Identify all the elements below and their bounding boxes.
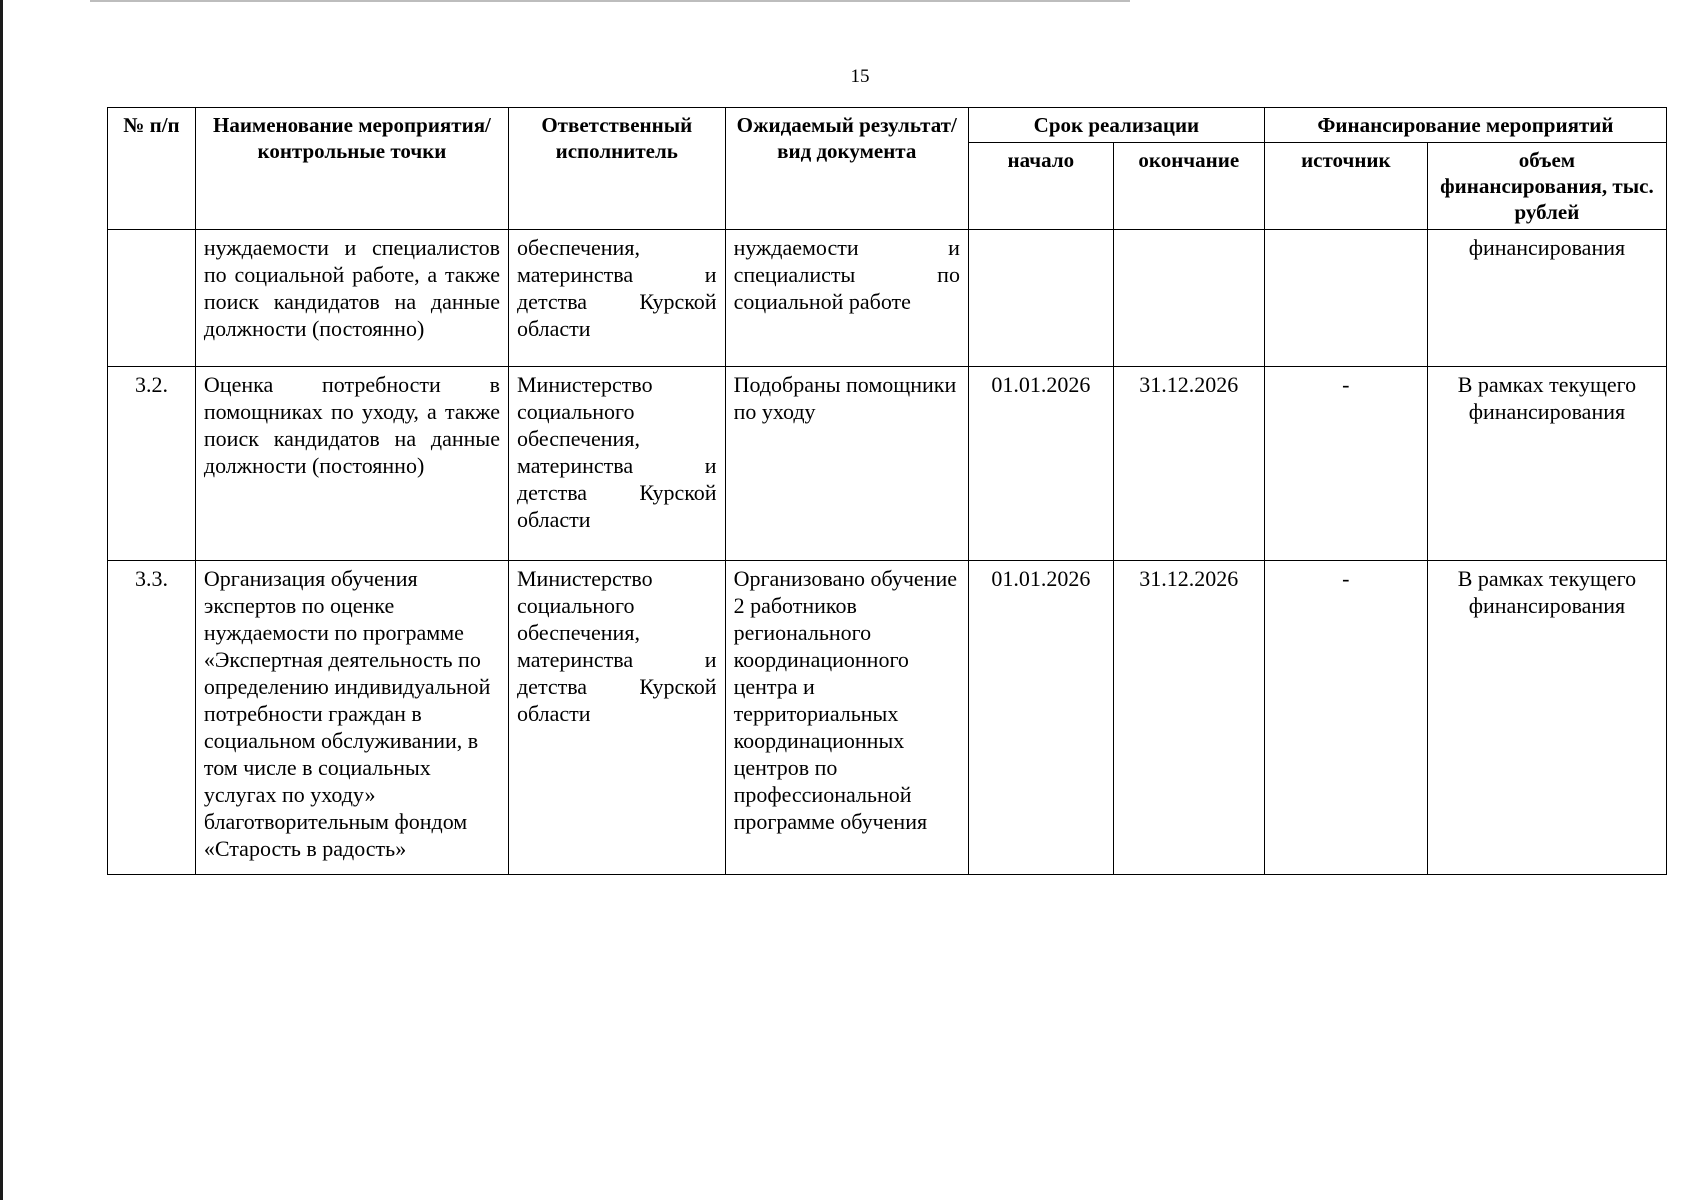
row-responsible: обеспечения, материнства и детства Курской области [508,230,725,367]
header-row-top [108,108,1667,143]
header-responsible: Ответственный исполнитель [508,108,725,230]
header-end: окончание [1113,143,1264,230]
row-num: 3.2. [108,367,196,561]
row-volume: В рамках текущего финансирования [1427,561,1666,875]
action-plan-table [107,107,1667,875]
row-start: 01.01.2026 [968,367,1113,561]
row-end: 31.12.2026 [1113,561,1264,875]
row-start: 01.01.2026 [968,561,1113,875]
row-num: 3.3. [108,561,196,875]
row-volume: В рамках текущего финансирования [1427,367,1666,561]
scan-edge-top [90,0,1130,2]
row-responsible: Министерство социального обеспечения, материнства и детства Курской области [508,561,725,875]
table-header [108,108,1667,230]
row-start [968,230,1113,367]
table-row [108,230,1667,367]
header-num: № п/п [108,108,196,230]
page-number: 15 [850,66,870,87]
row-result: Подобраны помощники по уходу [725,367,968,561]
scan-edge-left [0,0,3,1200]
table-row [108,561,1667,875]
table-body [108,230,1667,875]
row-source [1264,230,1427,367]
row-end: 31.12.2026 [1113,367,1264,561]
header-source: источник [1264,143,1427,230]
header-result: Ожидаемый результат/вид документа [725,108,968,230]
row-name: нуждаемости и специалистов по социальной работе, а также поиск кандидатов на данные должности (постоянно) [195,230,508,367]
row-source: - [1264,561,1427,875]
row-result: нуждаемости и специалисты по социальной работе [725,230,968,367]
table-row [108,367,1667,561]
row-end [1113,230,1264,367]
row-name: Оценка потребности в помощниках по уходу, а также поиск кандидатов на данные должности (постоянно) [195,367,508,561]
row-name: Организация обучения экспертов по оценке нуждаемости по программе «Экспертная деятельность по определению индивидуальной потребности граждан в социальном обслуживании, в том числе в социальных услугах по уходу» благотворительным фондом «Старость в радость» [195,561,508,875]
header-financing: Финансирование мероприятий [1264,108,1666,143]
row-result: Организовано обучение 2 работников регионального координационного центра и территориальных координационных центров по профессиональной программе обучения [725,561,968,875]
header-period: Срок реализации [968,108,1264,143]
row-responsible: Министерство социального обеспечения, материнства и детства Курской области [508,367,725,561]
header-volume: объем финансирования, тыс. рублей [1427,143,1666,230]
row-num [108,230,196,367]
row-source: - [1264,367,1427,561]
header-name: Наименование мероприятия/контрольные точки [195,108,508,230]
row-volume: финансирования [1427,230,1666,367]
header-start: начало [968,143,1113,230]
